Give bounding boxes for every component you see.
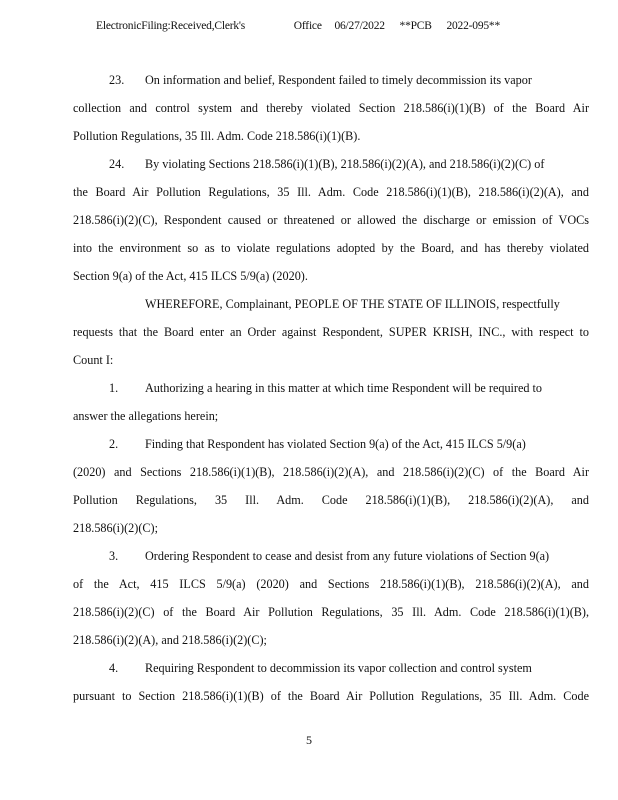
paragraph-23-line-1: 23. On information and belief, Respondent failed to timely decommission its vapor	[73, 66, 589, 94]
paragraph-24-line-2: the Board Air Pollution Regulations, 35 Ill. Adm. Code 218.586(i)(1)(B), 218.586(i)(2)(A), and	[73, 185, 589, 199]
item-3-line-4: 218.586(i)(2)(A), and 218.586(i)(2)(C);	[73, 633, 267, 647]
paragraph-number: 23.	[109, 73, 125, 87]
document-body	[73, 66, 589, 710]
item-2-line-2: (2020) and Sections 218.586(i)(1)(B), 218.586(i)(2)(A), and 218.586(i)(2)(C) of the Board Air	[73, 465, 589, 479]
item-number: 1.	[109, 381, 119, 395]
filing-header	[96, 20, 500, 32]
item-4-line-2: pursuant to Section 218.586(i)(1)(B) of the Board Air Pollution Regulations, 35 Ill. Adm. Code	[73, 689, 589, 703]
filing-date: 06/27/2022	[334, 20, 385, 32]
paragraph-24-line-5: Section 9(a) of the Act, 415 ILCS 5/9(a) (2020).	[73, 269, 308, 283]
paragraph-23-line-2: collection and control system and thereby violated Section 218.586(i)(1)(B) of the Board Air	[73, 101, 589, 115]
filing-pcb: **PCB	[399, 20, 432, 32]
item-1-line-1: 1. Authorizing a hearing in this matter at which time Respondent will be required to	[73, 374, 589, 402]
item-3-line-2: of the Act, 415 ILCS 5/9(a) (2020) and Sections 218.586(i)(1)(B), 218.586(i)(2)(A), and	[73, 577, 589, 591]
item-1-line-2: answer the allegations herein;	[73, 409, 219, 423]
wherefore-line-2: requests that the Board enter an Order against Respondent, SUPER KRISH, INC., with respect to	[73, 325, 589, 339]
item-3-line-1: 3. Ordering Respondent to cease and desist from any future violations of Section 9(a)	[73, 542, 589, 570]
filing-case-number: 2022-095**	[446, 20, 501, 32]
page-number: 5	[306, 733, 312, 747]
paragraph-23-line-3: Pollution Regulations, 35 Ill. Adm. Code 218.586(i)(1)(B).	[73, 129, 361, 143]
paragraph-24-line-1: 24. By violating Sections 218.586(i)(1)(B), 218.586(i)(2)(A), and 218.586(i)(2)(C) of	[73, 150, 589, 178]
wherefore-line-1: WHEREFORE, Complainant, PEOPLE OF THE STATE OF ILLINOIS, respectfully	[145, 297, 560, 311]
filing-office: Office	[293, 20, 322, 32]
item-number: 3.	[109, 549, 119, 563]
item-2-line-4: 218.586(i)(2)(C);	[73, 521, 158, 535]
wherefore-line-3: Count I:	[73, 353, 114, 367]
item-4-line-1: 4. Requiring Respondent to decommission its vapor collection and control system	[73, 654, 589, 682]
paragraph-number: 24.	[109, 157, 125, 171]
filing-stamp: ElectronicFiling:Received,Clerk's	[96, 20, 246, 32]
item-2-line-1: 2. Finding that Respondent has violated Section 9(a) of the Act, 415 ILCS 5/9(a)	[73, 430, 589, 458]
item-3-line-3: 218.586(i)(2)(C) of the Board Air Pollution Regulations, 35 Ill. Adm. Code 218.586(i)(1)(B),	[73, 605, 589, 619]
item-number: 2.	[109, 437, 119, 451]
item-2-line-3: Pollution Regulations, 35 Ill. Adm. Code 218.586(i)(1)(B), 218.586(i)(2)(A), and	[73, 493, 589, 507]
paragraph-24-line-3: 218.586(i)(2)(C), Respondent caused or threatened or allowed the discharge or emission of VOCs	[73, 213, 589, 227]
paragraph-24-line-4: into the environment so as to violate regulations adopted by the Board, and has thereby violated	[73, 241, 589, 255]
item-number: 4.	[109, 661, 119, 675]
